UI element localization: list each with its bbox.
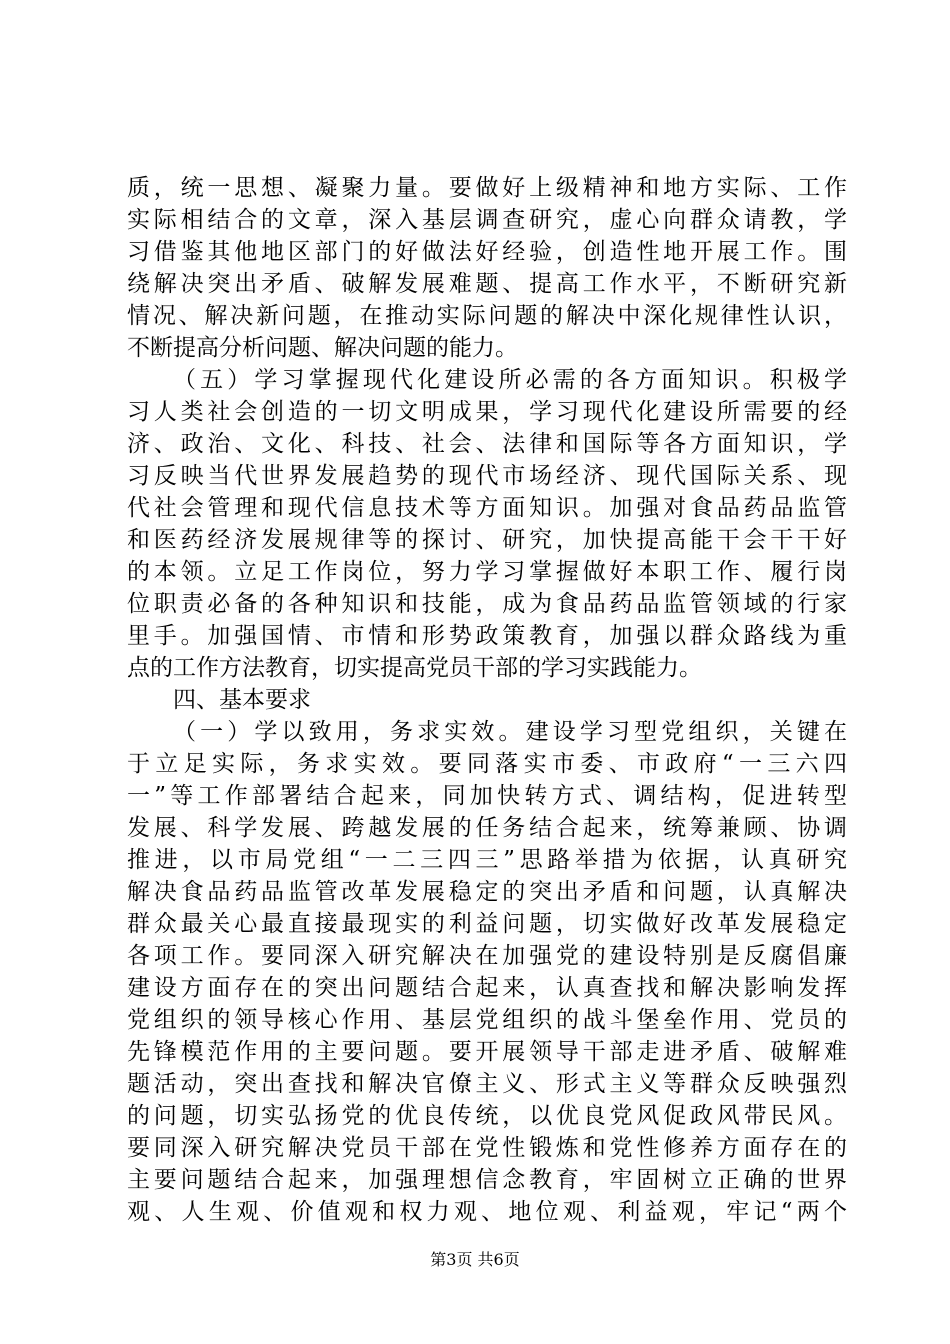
text-line: 济、政治、文化、科技、社会、法律和国际等各方面知识，学: [127, 431, 847, 457]
text-line: 群众最关心最直接最现实的利益问题，切实做好改革发展稳定: [127, 911, 847, 937]
text-line: 习人类社会创造的一切文明成果，学习现代化建设所需要的经: [127, 399, 847, 425]
text-line: 于立足实际，务求实效。要同落实市委、市政府“一三六四: [127, 751, 847, 777]
text-line: 一”等工作部署结合起来，同加快转方式、调结构，促进转型: [127, 783, 847, 809]
text-line: 观、人生观、价值观和权力观、地位观、利益观，牢记“两个: [127, 1199, 847, 1225]
text-line: 里手。加强国情、市情和形势政策教育，加强以群众路线为重: [127, 623, 847, 649]
text-line: 情况、解决新问题，在推动实际问题的解决中深化规律性认识，: [127, 303, 847, 329]
paragraph-start-line: （五）学习掌握现代化建设所必需的各方面知识。积极学: [173, 367, 847, 393]
text-line: 习借鉴其他地区部门的好做法好经验，创造性地开展工作。围: [127, 239, 847, 265]
text-line: 的本领。立足工作岗位，努力学习掌握做好本职工作、履行岗: [127, 559, 847, 585]
text-line: 不断提高分析问题、解决问题的能力。: [127, 335, 518, 361]
text-line: 点的工作方法教育，切实提高党员干部的学习实践能力。: [127, 655, 702, 681]
text-line: 解决食品药品监管改革发展稳定的突出矛盾和问题，认真解决: [127, 879, 847, 905]
text-line: 各项工作。要同深入研究解决在加强党的建设特别是反腐倡廉: [127, 943, 847, 969]
page-footer: [0, 1250, 950, 1270]
text-line: 质，统一思想、凝聚力量。要做好上级精神和地方实际、工作: [127, 175, 847, 201]
body-text: [127, 172, 847, 1228]
text-line: 主要问题结合起来，加强理想信念教育，牢固树立正确的世界: [127, 1167, 847, 1193]
text-line: 先锋模范作用的主要问题。要开展领导干部走进矛盾、破解难: [127, 1039, 847, 1065]
text-line: 建设方面存在的突出问题结合起来，认真查找和解决影响发挥: [127, 975, 847, 1001]
text-line: 推进，以市局党组“一二三四三”思路举措为依据，认真研究: [127, 847, 847, 873]
paragraph-start-line: （一）学以致用，务求实效。建设学习型党组织，关键在: [173, 719, 847, 745]
text-line: 党组织的领导核心作用、基层党组织的战斗堡垒作用、党员的: [127, 1007, 847, 1033]
text-line: 位职责必备的各种知识和技能，成为食品药品监管领域的行家: [127, 591, 847, 617]
text-line: 绕解决突出矛盾、破解发展难题、提高工作水平，不断研究新: [127, 271, 847, 297]
text-line: 发展、科学发展、跨越发展的任务结合起来，统筹兼顾、协调: [127, 815, 847, 841]
text-line: 代社会管理和现代信息技术等方面知识。加强对食品药品监管: [127, 495, 847, 521]
text-line: 习反映当代世界发展趋势的现代市场经济、现代国际关系、现: [127, 463, 847, 489]
page-number-label: 第3页 共6页: [430, 1250, 520, 1269]
section-heading: 四、基本要求: [173, 687, 311, 713]
text-line: 要同深入研究解决党员干部在党性锻炼和党性修养方面存在的: [127, 1135, 847, 1161]
text-line: 和医药经济发展规律等的探讨、研究，加快提高能干会干干好: [127, 527, 847, 553]
text-line: 题活动，突出查找和解决官僚主义、形式主义等群众反映强烈: [127, 1071, 847, 1097]
text-line: 的问题，切实弘扬党的优良传统，以优良党风促政风带民风。: [127, 1103, 847, 1129]
text-line: 实际相结合的文章，深入基层调查研究，虚心向群众请教，学: [127, 207, 847, 233]
